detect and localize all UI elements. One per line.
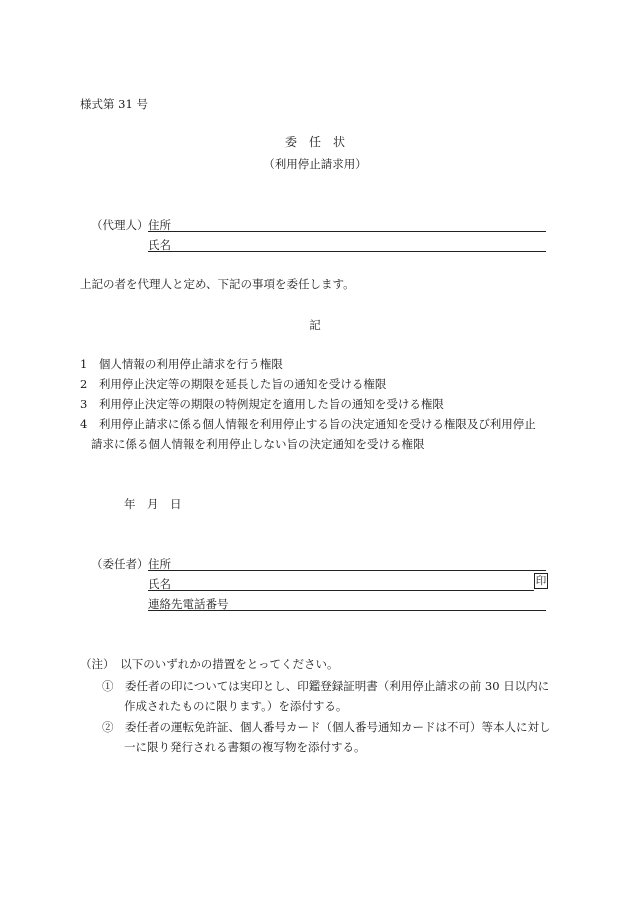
agent-address-label: 住所 [148, 218, 171, 232]
principal-label: （委任者） [91, 557, 149, 571]
notes-heading: （注） 以下のいずれかの措置をとってください。 [80, 657, 339, 671]
note-2-line2: 一に限り発行される書類の複写物を添付する。 [124, 740, 366, 754]
principal-phone-label: 連絡先電話番号 [148, 597, 229, 611]
date-line: 年 月 日 [124, 497, 182, 511]
item-4-line1: 4 利用停止請求に係る個人情報を利用停止する旨の決定通知を受ける権限及び利用停止 [80, 417, 536, 431]
principal-address-label: 住所 [148, 557, 171, 571]
note-2-line1: ② 委任者の運転免許証、個人番号カード（個人番号通知カードは不可）等本人に対し [102, 720, 551, 734]
item-4-line2: 請求に係る個人情報を利用停止しない旨の決定通知を受ける権限 [91, 437, 425, 451]
intro-text: 上記の者を代理人と定め、下記の事項を委任します。 [80, 277, 355, 291]
agent-name-label: 氏名 [148, 238, 171, 252]
note-1-line2: 作成されたものに限ります。）を添付する。 [124, 699, 348, 713]
agent-address-line[interactable] [148, 231, 546, 232]
note-1-line1: ① 委任者の印については実印とし、印鑑登録証明書（利用停止請求の前 30 日以内に [102, 679, 550, 693]
document-subtitle: （利用停止請求用） [263, 157, 367, 171]
seal-box: 印 [535, 575, 547, 587]
agent-label: （代理人） [91, 218, 149, 232]
item-3: 3 利用停止決定等の期限の特例規定を適用した旨の通知を受ける権限 [80, 397, 444, 411]
ki-heading: 記 [309, 318, 321, 332]
principal-address-line[interactable] [148, 570, 546, 571]
form-number: 様式第 31 号 [80, 97, 148, 111]
item-2: 2 利用停止決定等の期限を延長した旨の通知を受ける権限 [80, 377, 387, 391]
principal-name-line[interactable] [148, 590, 534, 591]
item-1: 1 個人情報の利用停止請求を行う権限 [80, 357, 283, 371]
principal-name-label: 氏名 [148, 577, 171, 591]
principal-phone-line[interactable] [148, 610, 546, 611]
document-title: 委 任 状 [284, 135, 345, 149]
agent-name-line[interactable] [148, 251, 546, 252]
